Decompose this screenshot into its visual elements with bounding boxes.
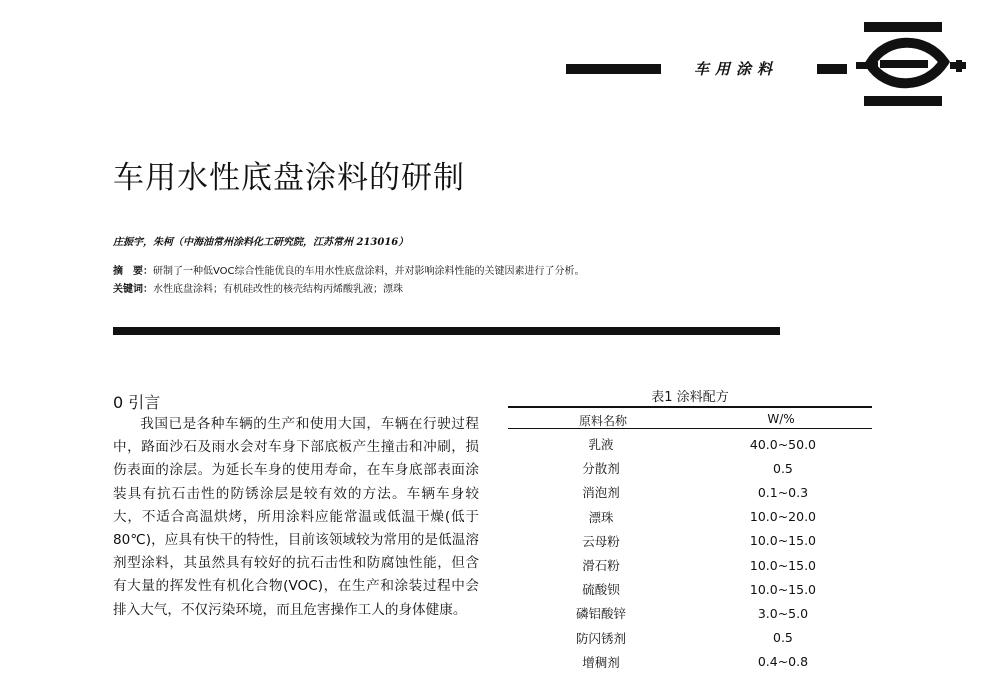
abstract-text: 研制了一种低VOC综合性能优良的车用水性底盘涂料，并对影响涂料性能的关键因素进行了分析。: [153, 266, 585, 277]
table-row: [508, 601, 872, 625]
table-row: [508, 529, 872, 553]
material-cell: 分散剂: [582, 461, 620, 477]
keywords: [113, 280, 403, 295]
table-row: [508, 553, 872, 577]
weight-cell: 3.0~5.0: [757, 605, 809, 621]
weight-cell: 0.4~0.8: [757, 654, 809, 670]
header-bar-right: [817, 64, 847, 74]
weight-cell: 10.0~20.0: [749, 509, 817, 525]
journal-logo-icon: [856, 22, 966, 106]
weight-cell: 10.0~15.0: [749, 557, 817, 573]
material-cell: 云母粉: [582, 533, 620, 549]
table-row: [508, 432, 872, 456]
header-bar-left: [566, 64, 661, 74]
material-cell: 漂珠: [588, 509, 614, 525]
table-header-weight: W/%: [767, 412, 795, 426]
table-body: [508, 432, 872, 674]
section-label: 车用涂料: [694, 60, 779, 78]
table-row: [508, 650, 872, 674]
table-row: [508, 456, 872, 480]
weight-cell: 40.0~50.0: [749, 436, 817, 452]
keywords-label: 关键词：: [113, 284, 153, 295]
weight-cell: 10.0~15.0: [749, 533, 817, 549]
abstract-label: 摘 要：: [113, 266, 153, 277]
abstract: [113, 262, 585, 277]
weight-cell: 10.0~15.0: [749, 581, 817, 597]
table-row: [508, 480, 872, 504]
weight-cell: 0.5: [773, 460, 793, 476]
section-heading: 0 引言: [113, 393, 161, 412]
article-title: 车用水性底盘涂料的研制: [113, 160, 465, 196]
table-row: [508, 626, 872, 650]
author-line: 庄振宇，朱柯（中海油常州涂料化工研究院，江苏常州 213016）: [113, 237, 409, 248]
table-top-rule: [508, 406, 872, 408]
material-cell: 消泡剂: [582, 485, 620, 501]
title-divider: [113, 327, 780, 335]
table-header-material: 原料名称: [578, 414, 627, 428]
table-caption: 表1 涂料配方: [651, 390, 729, 405]
body-paragraph: 我国已是各种车辆的生产和使用大国，车辆在行驶过程中，路面沙石及雨水会对车身下部底板产生撞击和冲刷，损伤表面的涂层。为延长车身的使用寿命，在车身底部表面涂装具有抗石击性的防锈涂层是较有效的方法。车辆车身较大，不适合高温烘烤，所用涂料应能常温或低温干燥(低于80℃)，应具有快干的特性，目前该领域较为常用的是低温溶剂型涂料，其虽然具有较好的抗石击性和防腐蚀性能，但含有大量的挥发性有机化合物(VOC)，在生产和涂装过程中会排入大气，不仅污染环境，而且危害操作工人的身体健康。: [113, 416, 479, 618]
material-cell: 磷铝酸锌: [575, 606, 626, 622]
keywords-text: 水性底盘涂料；有机硅改性的核壳结构丙烯酸乳液；漂珠: [153, 284, 403, 295]
weight-cell: 0.1~0.3: [757, 484, 809, 500]
table-row: [508, 577, 872, 601]
material-cell: 增稠剂: [582, 654, 620, 670]
material-cell: 滑石粉: [582, 558, 620, 574]
material-cell: 硫酸钡: [582, 582, 620, 598]
material-cell: 防闪锈剂: [575, 630, 626, 646]
material-cell: 乳液: [588, 437, 614, 453]
table-header-rule: [508, 428, 872, 429]
table-row: [508, 505, 872, 529]
weight-cell: 0.5: [773, 630, 793, 646]
